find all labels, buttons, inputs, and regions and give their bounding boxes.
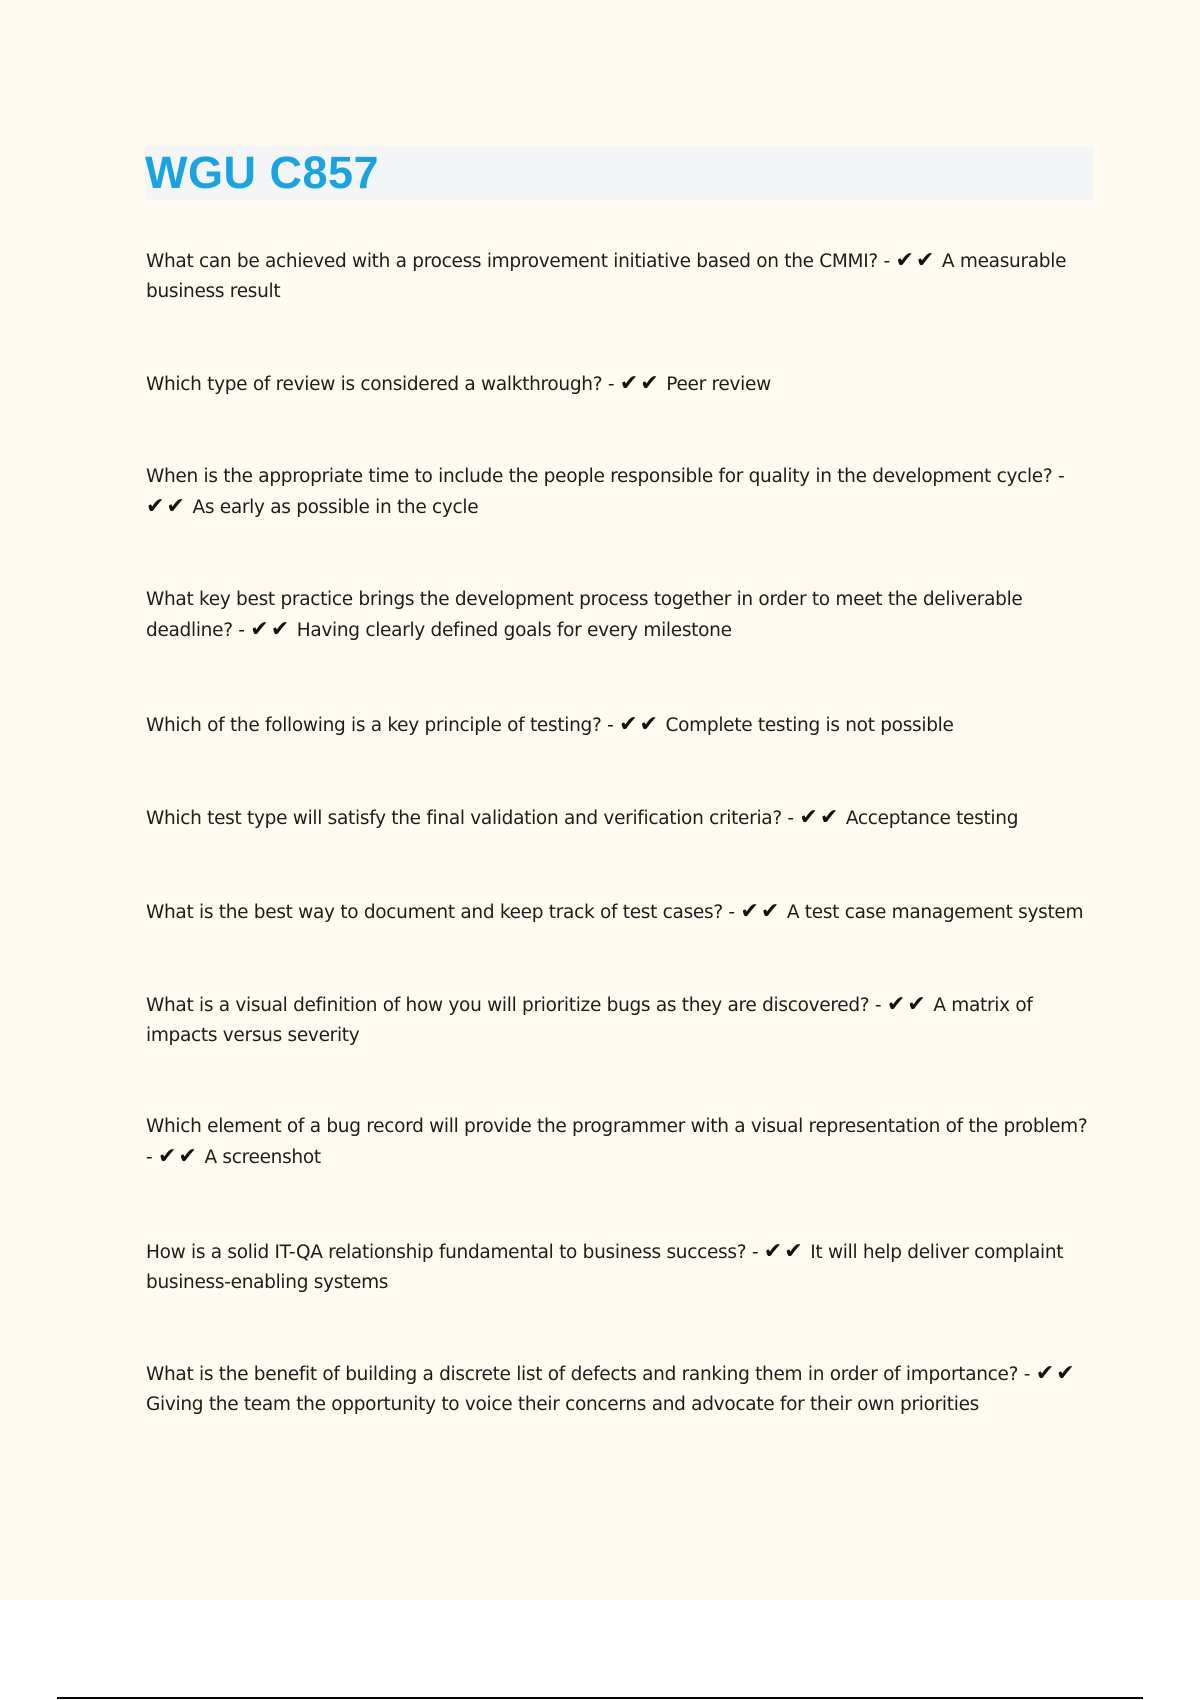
question-text: Which element of a bug record will provide the programmer with a visual representation of the problem? - xyxy=(146,1116,1088,1168)
question-text: What is a visual definition of how you will prioritize bugs as they are discovered? - xyxy=(146,995,882,1016)
question-text: Which test type will satisfy the final validation and verification criteria? - xyxy=(146,808,794,829)
qa-item xyxy=(146,369,1096,462)
answer-text: A test case management system xyxy=(786,902,1084,923)
qa-item xyxy=(146,803,1096,897)
qa-list xyxy=(146,246,1096,1429)
question-text: What is the benefit of building a discrete list of defects and ranking them in order of importance? - xyxy=(146,1364,1031,1385)
check-marks-icon: ✔✔ xyxy=(146,494,187,519)
footer-divider xyxy=(57,1697,1143,1699)
qa-item xyxy=(146,990,1096,1112)
question-text: When is the appropriate time to include the people responsible for quality in the development cycle? - xyxy=(146,466,1065,487)
check-marks-icon: ✔✔ xyxy=(250,617,292,642)
qa-item xyxy=(146,1237,1096,1359)
question-text: What key best practice brings the development process together in order to meet the deliverable deadline? - xyxy=(146,589,1023,641)
question-text: What can be achieved with a process improvement initiative based on the CMMI? - xyxy=(146,251,890,272)
question-text: Which type of review is considered a walkthrough? - xyxy=(146,374,615,395)
check-marks-icon: ✔✔ xyxy=(799,805,841,830)
answer-text: It will help deliver complaint business-enabling systems xyxy=(146,1242,1064,1293)
answer-text: Having clearly defined goals for every milestone xyxy=(296,620,732,641)
check-marks-icon: ✔✔ xyxy=(1035,1361,1077,1386)
question-text: Which of the following is a key principle of testing? - xyxy=(146,715,614,736)
answer-text: Complete testing is not possible xyxy=(665,715,954,736)
answer-text: Peer review xyxy=(666,374,771,395)
qa-item xyxy=(146,897,1096,990)
check-marks-icon: ✔✔ xyxy=(619,371,661,396)
qa-item xyxy=(146,1112,1096,1237)
check-marks-icon: ✔✔ xyxy=(619,712,660,737)
question-text: What is the best way to document and keep track of test cases? - xyxy=(146,902,735,923)
qa-item xyxy=(146,1359,1096,1429)
check-marks-icon: ✔✔ xyxy=(895,248,937,273)
qa-item xyxy=(146,246,1096,369)
answer-text: A matrix of impacts versus severity xyxy=(146,995,1033,1046)
qa-item xyxy=(146,462,1096,585)
qa-item xyxy=(146,710,1096,803)
answer-text: Giving the team the opportunity to voice their concerns and advocate for their own priorities xyxy=(146,1394,979,1415)
check-marks-icon: ✔✔ xyxy=(740,899,782,924)
check-marks-icon: ✔✔ xyxy=(157,1144,199,1169)
document-title: WGU C857 xyxy=(145,147,380,198)
qa-item xyxy=(146,585,1096,710)
check-marks-icon: ✔✔ xyxy=(886,992,928,1017)
question-text: How is a solid IT-QA relationship fundamental to business success? - xyxy=(146,1242,759,1263)
answer-text: A measurable business result xyxy=(146,251,1067,302)
check-marks-icon: ✔✔ xyxy=(763,1239,805,1264)
answer-text: A screenshot xyxy=(204,1147,321,1168)
answer-text: Acceptance testing xyxy=(845,808,1019,829)
answer-text: As early as possible in the cycle xyxy=(192,497,479,518)
